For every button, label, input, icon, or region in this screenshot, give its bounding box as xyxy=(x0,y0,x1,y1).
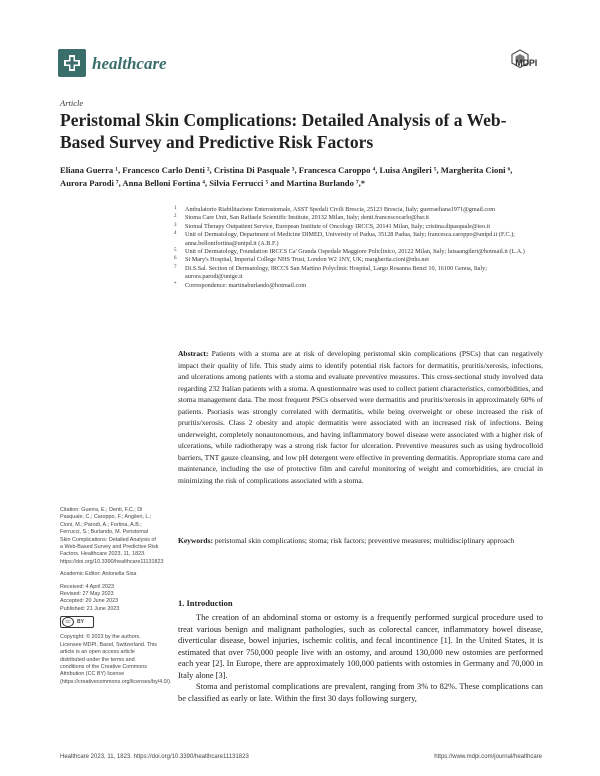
publisher-name: MDPI xyxy=(515,58,537,68)
keywords-text: peristomal skin complications; stoma; risk factors; preventive measures; multidisciplinary approach xyxy=(214,536,515,545)
affiliation-item: 5 Unit of Dermatology, Foundation IRCCS Ca' Granda Ospedale Maggiore Policlinico, 20122 Milan, Italy; luisaangileri@hotmail.it (L.A.) xyxy=(174,248,525,256)
cc-icon: cc xyxy=(62,617,74,627)
introduction-text xyxy=(178,612,543,704)
accepted-date: Accepted: 20 June 2023 xyxy=(60,598,119,605)
article-type: Article xyxy=(60,98,84,108)
abstract-text: Patients with a stoma are at risk of developing peristomal skin complications (PSCs) that can negatively impact their quality of life. This study aims to identify potential risk factors for dermatitis, pruritis/xerosis, infections, and ulcerations among patients with a stoma and evaluate preventive measures. This cross-sectional study involved data regarding 232 Italian patients with a stoma. A questionnaire was used to collect patient characteristics, comorbidities, and stoma management data. The most frequent PSCs observed were dermatitis and pruritis/xerosis in approximately 60% of patients. Psoriasis was strongly correlated with dermatitis, while being overweight or obese increased the risk of pruritis/xerosis. Class 2 obesity and atopic dermatitis were associated with an increased risk of infections. Being underweight, completely nonautonomous, and having inflammatory bowel disease were associated with a higher risk of ulcerations, while radiotherapy was a strong risk factor for ulceration. Preventive measures such as using hydrocolloid barriers, TNT gauze cleansing, and low pH detergent were effective in preventing dermatitis. Appropriate stoma care and maintenance, including the use of protective film and careful monitoring of weight and comorbidities, are crucial in minimizing the risk of complications associated with a stoma. xyxy=(178,349,543,485)
correspondence: * Correspondence: martinaburlando@hotmail.com xyxy=(174,281,307,289)
keywords-label: Keywords: xyxy=(178,536,213,545)
section-heading: 1. Introduction xyxy=(178,598,233,608)
copyright-notice: Copyright: © 2023 by the authors. Licensee MDPI, Basel, Switzerland. This article is an open access article distributed under the terms and conditions of the Creative Commons Attribution (CC BY) license (https://creativecommons.org/licenses/by/4.0/). xyxy=(60,634,172,685)
journal-name: healthcare xyxy=(92,54,167,73)
footer-citation: Healthcare 2023, 11, 1823. https://doi.org/10.3390/healthcare11131823 xyxy=(60,754,249,760)
affiliation-item: 7 Di.S.Sal. Section of Dermatology, IRCCS San Martino Polyclinic Hospital, Largo Rosanna Benzi 10, 16100 Genoa, Italy; aurora.parodi@unige.it xyxy=(174,264,487,281)
paragraph: Stoma and peristomal complications are prevalent, ranging from 3% to 82%. These complications can be classified as early or late. Within the first 30 days following surgery, xyxy=(178,682,543,703)
cc-by-license-icon xyxy=(60,616,94,628)
affiliation-item: 2 Stoma Care Unit, San Raffaele Scientific Institute, 20132 Milan, Italy; denti.francescocarlo@hsr.it xyxy=(174,214,429,222)
article-title: Peristomal Skin Complications: Detailed Analysis of a Web-Based Survey and Predictive Risk Factors xyxy=(60,110,507,152)
abstract-label: Abstract: xyxy=(178,349,209,358)
affiliation-item: 3 Stomal Therapy Outpatient Service, European Institute of Oncology IRCCS, 20141 Milan, Italy; cristina.dipasquale@ieo.it xyxy=(174,222,491,230)
author-list: Eliana Guerra ¹, Francesco Carlo Denti ², Cristina Di Pasquale ³, Francesca Caroppo ⁴, Luisa Angileri ⁵, Margherita Cioni ⁶, Aurora Parodi ⁷, Anna Belloni Fortina ⁴, Silvia Ferrucci ⁵ and Martina Burlando ⁷,* xyxy=(60,165,513,188)
revised-date: Revised: 27 May 2023 xyxy=(60,591,114,598)
academic-editor: Academic Editor: Antonella Sisa xyxy=(60,571,137,578)
paragraph: The creation of an abdominal stoma or ostomy is a frequently performed surgical procedure used to treat various benign and malignant pathologies, such as colorectal cancer, inflammatory bowel disease, diverticular disease, bowel injuries, ischemic colitis, and fecal incontinence [1]. In the United States, it is estimated that over 750,000 people live with an ostomy, and around 130,000 new ostomies are performed each year [2]. In Europe, there are approximately 100,000 patients with ostomies in Germany and 70,000 in Italy alone [3]. xyxy=(178,613,543,680)
journal-logo-icon xyxy=(58,49,86,77)
published-date: Published: 21 June 2023 xyxy=(60,605,120,612)
affiliation-item: 4 Unit of Dermatology, Department of Medicine DIMED, University of Padua, 35128 Padua, Italy; francesca.caroppo@unipd.it (F.C.); anna.bellonifortina@unipd.it (A.B.F.) xyxy=(174,231,515,247)
keywords xyxy=(178,535,543,547)
affiliations xyxy=(174,206,544,290)
citation: Citation: Guerra, E.; Denti, F.C.; Di Pasquale, C.; Caroppo, F.; Angileri, L.; Cioni, M.; Parodi, A.; Fortina, A.B.; Ferrucci, S.; Burlando, M. Peristomal Skin Complications: Detailed Analysis of a Web-Based Survey and Predictive Risk Factors. Healthcare 2023, 11, 1823. https://doi.org/10.3390/healthcare11131823 xyxy=(60,507,164,565)
abstract xyxy=(178,348,543,486)
received-date: Received: 4 April 2023 xyxy=(60,583,114,590)
affiliation-item: 1 Ambulatorio Riabilitazione Enterostomale, ASST Spedali Civili Brescia, 25123 Brescia, Italy; guerraeliana1971@gmail.com xyxy=(174,206,496,213)
journal-header xyxy=(58,49,538,79)
article-sidebar xyxy=(60,507,172,686)
by-icon: BY xyxy=(77,618,84,625)
footer-journal-link[interactable]: https://www.mdpi.com/journal/healthcare xyxy=(434,754,542,760)
affiliation-item: 6 St Mary's Hospital, Imperial College NHS Trust, London W2 1NY, UK; margherita.cioni@nhs.net xyxy=(174,256,429,264)
